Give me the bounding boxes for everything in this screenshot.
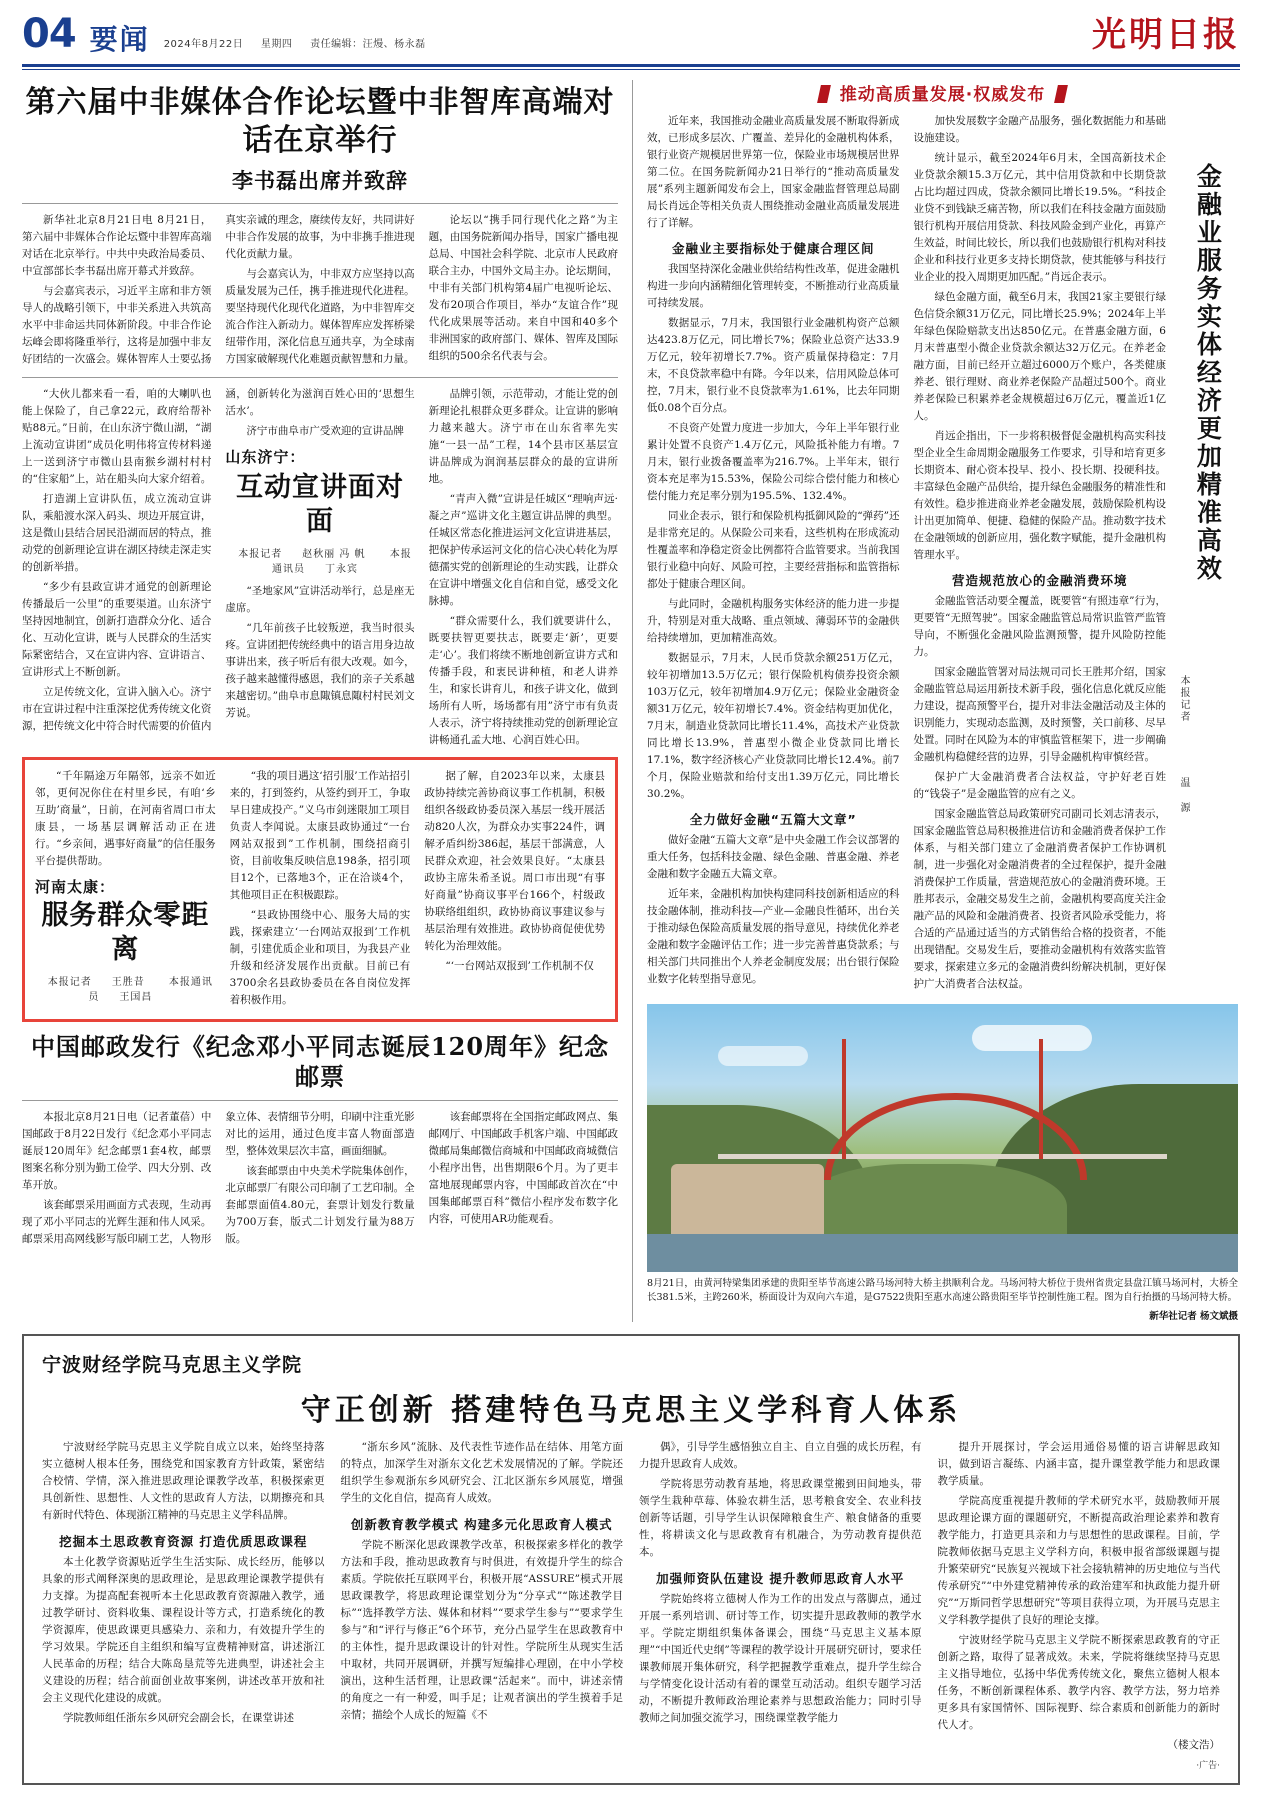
paragraph: 提升开展探讨，学会运用通俗易懂的语言讲解思政知识，做到语言凝练、内涵丰富，提升课堂教学能力和思政课教学质量。 <box>937 1440 1220 1487</box>
paragraph: 学院教师组任浙东乡风研究会副会长，在课堂讲述 <box>63 1711 294 1724</box>
paragraph: 宁波财经学院马克思主义学院自成立以来，始终坚持落实立德树人根本任务，围绕党和国家教育方针政策，紧密结合校情、学情，深入推进思政理论课教学改革，积极探索更具创新性、思想性、人文性的思政育人方法，以期擦亮和具有新时代特色、体现浙江精神的马克思主义学科品牌。 <box>42 1440 325 1521</box>
paragraph: “几年前孩子比较叛逆，我当时很头疼。宣讲团把传统经典中的语言用身边故事讲出来，孩子听后有很大改观。如今，孩子越来越懂得感恩，我们的亲子关系越来越密切。”曲阜市息陬镇息陬村村民刘文芳说。 <box>225 621 415 719</box>
paragraph: 论坛以“携手同行现代化之路”为主题，由国务院新闻办指导，国家广播电视总局、中国社会科学院、北京市人民政府联合主办，中国外文局主办。论坛期间，中非有关部门机构第4届广电视听论坛、发布20项合作项目，举办“友谊合作”现代化成果展等活动。来自中国和40多个非洲国家的政府部门、媒体、智库及国际组织的500余名代表与会。 <box>428 214 618 362</box>
masthead-rule-thin <box>22 69 1240 70</box>
subsection-title: 金融业主要指标处于健康合理区间 <box>671 241 875 256</box>
river-shape <box>647 1234 1238 1272</box>
paragraph: 近年来，金融机构加快构建同科技创新相适应的科技金融体制，推动科技—产业—金融良性循环，出台关于推动绿色保险高质量发展的指导意见，持续优化养老金融和数字金融评估工作；进一步完善普惠贷款系；与相关部门共同推出个人养老金制度发展；出台银行保险业数字化转型指导意见。 <box>647 888 900 985</box>
paragraph: 数据显示，7月末，我国银行业金融机构资产总额达423.8万亿元，同比增长7%；保险业总资产达33.9万亿元，较年初增长7.7%。资产质量保持稳定：7月末，不良贷款率稳中有降。今年以来，信用风险总体可控，7月末，银行业不良贷款率为1.61%，比去年同期低0.08个百分点。 <box>647 317 900 414</box>
byline-names: 赵秋丽 冯 帆 <box>302 548 366 560</box>
paragraph: 与会嘉宾认为，中非双方应坚持以高质量发展为己任，携手推进现代化进程。要坚持现代化现代化道路，为中非智库交流合作注入新动力。媒体智库应发挥桥梁纽带作用，深化信息互通共享，为全球南方国家破解现代化难题贡献智慧和力量。 <box>225 268 415 365</box>
byline <box>225 545 414 575</box>
advertorial-org: 宁波财经学院马克思主义学院 <box>42 1353 303 1376</box>
subsection-title: 全力做好金融“五篇大文章” <box>689 812 857 827</box>
cloud-shape <box>972 1025 1092 1051</box>
vertical-title-wrap <box>1176 113 1238 825</box>
paragraph: 同业企表示，银行和保险机构抵御风险的“弹药”还是非常充足的。从保险公司来看，这些机构在形成流动性覆盖率和净稳定资金比例都符合监管要求。当前我国银行业稳中向好、风险可控，主要经营指标和监管指标都处于健康合理区间。 <box>647 510 900 590</box>
paragraph: 肖远企指出，下一步将积极督促金融机构高实科技型企业全生命周期金融服务工作要求，引导和培育更多长期资本、耐心资本投早、投小、投长期、投硬科技。丰富绿色金融产品供给，提升绿色金融服务的精准性和有效性。稳步推进商业养老金融发展，鼓励保险机构设计出更加简单、便捷、稳健的保险产品。推动数字技术在金融领域的创新应用，强化数字赋能，提升金融机构管理水平。 <box>913 430 1166 561</box>
paragraph: “‘一台网站双报到’工作机制不仅 <box>445 960 594 972</box>
paragraph: 该套邮票采用画面方式表现，生动再现了邓小平同志的光辉生涯和伟人风采。邮票采用高网线影写版印刷工艺，人物形象立体、表情细节分明，印刷中注重光影对比的运用，通过色度丰富人物面部造型，整体效果层次丰富，画面细腻。 <box>22 1111 415 1245</box>
left-column <box>22 80 632 1322</box>
paragraph: “浙东乡风”流脉、及代表性节迹作品在结体、用笔方面的特点，加深学生对浙东文化艺术发展情况的了解。学院还组织学生参观浙东乡风研究会、江北区浙东乡风展览，增强学生的文化自信，提高育人成效。 <box>340 1440 623 1504</box>
paragraph: 不良资产处置力度进一步加大，今年上半年银行业累计处置不良资产1.4万亿元，风险抵补能力有增。7月末，银行业拨备覆盖率为216.7%。上半年末，银行资本充足率为15.53%，保险公司综合偿付能力和核心偿付能力充足率分别为195.5%、132.4%。 <box>647 422 900 502</box>
article-body <box>647 113 1166 994</box>
paragraph: 学院始终将立德树人作为工作的出发点与落脚点，通过开展一系列培训、研讨等工作，切实提升思政教师的教学水平。学院定期组织集体备课会，围绕“马克思主义基本原理”“中国近代史纲”等课程的教学设计开展研究研讨，要求任课教师展开集体研究，科学把握教学重难点，提升学生综合与学情变化设计活动有着的课堂互动活动。组织专题学习活动，不断提升教师政治理论素养与思想政治能力；同时引导教师之间加强交流学习，围绕课堂教学能力 <box>639 1592 922 1724</box>
paragraph: 绿色金融方面，截至6月末，我国21家主要银行绿色信贷余额31万亿元，同比增长25.9%；2024年上半年绿色保险赔款支出达850亿元。在普惠金融方面，6月末普惠型小微企业贷款余额达32万亿元。在养老金融方面，目前已经开立超过6000万个账户，各类健康养老、银行理财、商业养老保险产品超过500个。商业养老保险已积累养老金规模超过6万亿元，覆盖近1亿人。 <box>913 291 1166 422</box>
byline-label-2: 本报通讯员 <box>271 548 412 575</box>
section-title: 要闻 <box>89 23 150 56</box>
divider <box>22 1100 618 1101</box>
article-body <box>22 1109 618 1248</box>
article-kicker: 山东济宁： <box>225 448 306 466</box>
paragraph: 本报北京8月21日电（记者董蓓）中国邮政于8月22日发行《纪念邓小平同志诞辰120周年》纪念邮票1套4枚，邮票图案名称分别为勤工俭学、四大分别、改革开放。 <box>22 1111 212 1191</box>
paragraph: “千年隔途万年隔邻，远亲不如近邻，更何况你住在村里乡民，有咱‘乡互助’商量”，日前，在河南省周口市太康县，一场基层调解活动正在进行。“乡亲间，遇事好商量”的信任服务平台提供帮助。 <box>35 770 216 867</box>
paper-logo: 光明日报 <box>1092 15 1240 55</box>
page-number: 04 <box>22 11 76 57</box>
banner-label: 推动高质量发展·权威发布 <box>839 85 1046 105</box>
paragraph: “大伙儿都来看一看，咱的大喇叭也能上保险了，自己拿22元，政府给帮补贴88元。”日前，在山东济宁微山湖，“湖上流动宣讲团”成员化明伟将宣传材料递上一送到济宁市微山县南猴乡湖村村村的“住家船”上，站在船头向大家介绍着。 <box>22 388 212 485</box>
paragraph: 本土化教学资源贴近学生生活实际、成长经历，能够以具象的形式阐释深奥的思政理论，是思政理论课教学提供有力支撑。为提高配套视听本土化思政教育资源融入教学，通过教学研讨、资料收集、课程设计等方式，打造系统化的教学资源库，使思政课更具感染力、亲和力，有效提升学生的学习效果。学院还自主组织和编写宣费精神财富，讲述浙江人民革命的历程；结合大陈岛垦荒等先进典型，讲述社会主义建设的历程；结合前面创业故事案例，讲述改革开放和社会主义现代化建设的成就。 <box>42 1555 325 1704</box>
article-headline: 互动宣讲面对面 <box>235 472 404 537</box>
paragraph: “多少有县政宣讲才通党的创新理论传播最后一公里”的重要渠道。山东济宁坚持因地制宜，创新打造群众分化、适合化、互动化宣讲，既与人民群众的生活实际紧密结合，又在宣讲内容、宣讲语言、宣讲形式上不断创新。 <box>22 581 212 678</box>
article-body <box>22 212 618 369</box>
photo-block <box>647 1004 1238 1322</box>
bridge-photo <box>647 1004 1238 1272</box>
bridge-deck <box>718 1154 1167 1159</box>
divider <box>22 377 618 378</box>
advertorial-credit: （楼文浩） <box>1167 1738 1220 1751</box>
paragraph: 学院不断深化思政课教学改革，积极探索多样化的教学方法和手段，推动思政教育与时俱进，有效提升学生的综合素质。学院依托互联网平台，积极开展“ASSURE”模式开展思政课教学，将思政理论课堂划分为“分享式”“陈述教学目标”“选择教学方法、媒体和材料”“要求学生参与”“要求学生参与”和“评行与修正”6个环节，充分凸显学生在思政教育中的主体性，提升思政课设计的针对性。学院所生从现实生活中取材，共同开展调研，并撰写短编排心理剧，在中小学校演出，这种生活哲理，让思政课“活起来”。而中，讲述亲情的角度之一有一种爱，叫手足；让观者演出的学生摸着手足亲情；描绘个人成长的短篇《不 <box>340 1538 623 1721</box>
paragraph: 立足传统文化，宣讲入脑入心。济宁市在宣讲过程中注重深挖优秀传统文化资源，把传统文化中符合时代需要的价值内涵，创新转化为滋润百姓心田的‘思想生活水’。 <box>22 388 415 732</box>
paragraph: 国家金融监管署对局法规司司长王胜邦介绍，国家金融监管总局运用新技术新手段，强化信息化就反应能力建设，提高预警平台，提升对非法金融活动及主体的识别能力，实现动态监测，及时预警，关口前移、尽早处置。同时在风险为本的审慎监管框架下，进一步阐确金融机构稳健经营的边界，引导金融机构审慎经营。 <box>913 666 1166 763</box>
divider <box>22 203 618 204</box>
article-kicker: 河南太康： <box>35 878 116 896</box>
paragraph: 加快发展数字金融产品服务，强化数据能力和基础设施建设。 <box>913 115 1166 144</box>
ad-mark: ·广告· <box>1196 1760 1220 1771</box>
cloud-shape-2 <box>718 1046 808 1066</box>
article-split <box>22 386 618 749</box>
article-finance-feature <box>647 113 1238 994</box>
photo-credit: 新华社记者 杨文斌摄 <box>1149 1310 1238 1322</box>
paragraph: 偶》，引导学生感悟独立自主、自立自强的成长历程，有力提升思政育人成效。 <box>639 1440 922 1470</box>
paragraph: 济宁市曲阜市广受欢迎的宣讲品牌 <box>246 425 404 437</box>
advertorial-block <box>22 1334 1240 1785</box>
masthead-rule <box>22 64 1240 67</box>
paragraph: 保护广大金融消费者合法权益，守护好老百姓的“钱袋子”是金融监管的应有之义。 <box>913 771 1166 800</box>
byline-names: 王胜昔 <box>111 976 145 988</box>
paragraph: 与会嘉宾表示，习近平主席和非方领导人的战略引领下，中非关系进入共筑高水平中非命运共同体新阶段。中非合作论坛峰会即将隆重举行，这将是加强中非友好团结的一次盛会。媒体智库人士要弘扬真实亲诚的理念，赓续传友好，共同讲好中非合作发展的故事，为中非携手推进现代化贡献力量。 <box>22 214 415 365</box>
advertorial-subtitle: 加强师资队伍建设 提升教师思政育人水平 <box>656 1570 905 1586</box>
byline <box>1176 639 1191 759</box>
subsection-title: 营造规范放心的金融消费环境 <box>951 573 1128 588</box>
masthead-meta <box>164 35 440 54</box>
photo-caption: 8月21日，由黄河特梁集团承建的贵阳至毕节高速公路马场河特大桥主拱顺利合龙。马场河特大桥位于贵州省贵定县盘江镇马场河村，大桥全长381.5米，主跨260米，桥面设计为双向六车道，是G7522贵阳至惠水高速公路贵阳至毕节控制性施工程。图为自行抬摄的马场河特大桥。 <box>647 1277 1238 1304</box>
paragraph: “我的项目遇这‘招引服’工作站招引来的，打到签约，从签约到开工，争取早日建成投产。”义乌市剑迷限加工项目负责人李闻说。太康县政协通过“一台网站双报到”工作机制，围绕招商引资，目前收集反映信息198条，招引项目12个，已落地3个，正在洽谈4个，其他项目正在积极跟踪。 <box>229 770 411 901</box>
paragraph: 我国坚持深化金融业供给结构性改革，促进金融机构进一步向内涵精细化管理转变，不断推动行业高质量可持续发展。 <box>647 263 900 309</box>
advertorial-body <box>42 1439 1220 1754</box>
article-shandong-jining <box>22 386 618 749</box>
bridge-arch <box>824 1093 1086 1180</box>
publish-date: 2024年8月22日 <box>163 39 244 50</box>
editors: 责任编辑：汪熳、杨永磊 <box>310 39 426 50</box>
paragraph: 国家金融监管总局政策研究司副司长刘志清表示，国家金融监管总局积极推进信访和金融消费者保护工作体系，与相关部门建立了金融消费者保护工作协调机制，进一步强化对金融消费者的全过程保护，提升金融消费保护工作质量，营造规范放心的金融消费环境。王胜邦表示，金融交易发生之前，金融机构要高度关注金融产品的风险和金融消费者、投资者风险承受能力，将合适的产品通过适当的方式销售给合格的投资者，不能出现错配。交易发生后，要推动金融机构有效落实监管要求，探索建立多元的金融消费纠纷解决机制，更好保护广大消费者合法权益。 <box>913 808 1166 990</box>
article-china-africa-forum <box>22 84 618 369</box>
byline-label: 本报记者 <box>238 548 283 560</box>
paragraph: “群众需要什么，我们就要讲什么，既要扶智更要扶志，既要走‘新’，更要走‘心’。我们将续不断地创新宣讲方式和传播手段，和衷民讲种植，和老人讲养生，和家长讲育儿，和孩子讲文化，做到场所有人听，场场都有用”济宁市有负责人表示，济宁将持续推动党的创新理论宣讲畅通孔孟大地、心润百姓心田。 <box>428 615 618 746</box>
byline-label: 本报记者 <box>1178 675 1189 723</box>
paragraph: 该套邮票由中央美术学院集体创作，北京邮票厂有限公司印制了工艺印制。全套邮票面值4.80元，套票计划发行数量为700万套，版式二计划发行量为88万版。 <box>225 1165 415 1245</box>
byline-name: 温 源 <box>1178 776 1189 814</box>
paragraph: 统计显示，截至2024年6月末，全国高新技术企业贷款余额15.3万亿元，其中信用贷款和中长期贷款占比均超过四成，贷款余额同比增长19.5%。“科技企业贷不到钱缺乏痛苦物，所以我们在科技金融方面鼓励银行机构开展信用贷款、科技风险金到产业化，再算产生效益，时间比较长，所以我们也鼓励银行机构对科技企业和科技行业更多支持长期贷款，使其能够与科技行业企业的投入周期更加匹配。”肖远企表示。 <box>913 152 1166 283</box>
paragraph: 宁波财经学院马克思主义学院不断探索思政教育的守正创新之路，取得了显著成效。未来，学院将继续坚持马克思主义指导地位，弘扬中华优秀传统文化，聚焦立德树人根本任务，不断创新课程体系、教学内容、教学方法，努力培养更多具有家国情怀、国际视野、综合素质和创新能力的新时代人才。 <box>937 1633 1220 1731</box>
paragraph: 金融监管活动要全覆盖，既要管“有照违章”行为，更要管“无照驾驶”。国家金融监管总局常识监管严监管导向，不断强化金融风险监测预警，提升风险防控能力。 <box>913 595 1166 658</box>
byline-names-2: 丁永宾 <box>324 563 358 575</box>
advertorial-subtitle: 挖掘本土思政教育资源 打造优质思政课程 <box>59 1533 308 1549</box>
paragraph: “圣地家风”宣讲活动举行，总是座无虚席。 <box>225 584 415 614</box>
paragraph: 近年来，我国推动金融业高质量发展不断取得新成效，已形成多层次、广覆盖、差异化的金融机构体系，银行业资产规模居世界第一位，保险业市场规模居世界第二位。在国务院新闻办21日举行的“推动高质量发展”系列主题新闻发布会上，国家金融监督管理总局副局长肖远企等相关负责人围绕推动金融业高质量发展进行了详解。 <box>647 115 900 229</box>
article-body <box>35 768 605 1009</box>
article-headline: 服务群众零距离 <box>41 900 210 965</box>
banner-bar-left-icon <box>817 85 831 103</box>
paragraph: 该套邮票将在全国指定邮政网点、集邮网厅、中国邮政手机客户端、中国邮政微邮局集邮微信商城和中国邮政商城微信小程序出售，出售期限6个月。为了更丰富地展现邮票内容，中国邮政首次在“中国集邮邮票百科”微信小程序发布数字化内容，可使用AR功能观看。 <box>428 1111 618 1225</box>
byline-label-2: 本报通讯员 <box>88 976 213 1003</box>
advertorial-subtitle: 创新教育教学模式 构建多元化思政育人模式 <box>350 1516 613 1532</box>
paragraph: 打造湖上宣讲队伍，成立流动宣讲队，乘船渡水深入码头、坝边开展宣讲，这是微山县结合居民沿湖而居的特点，推动党的创新理论宣讲在湖区持续走深走实的创新举措。 <box>22 493 212 573</box>
byline-label: 本报记者 <box>47 976 92 988</box>
page-body <box>22 80 1240 1322</box>
paragraph: 与此同时，金融机构服务实体经济的能力进一步提升，特别是对重大战略、重点领域、薄弱环节的金融供给持续增加，更加精准高效。 <box>647 598 900 644</box>
paragraph: 数据显示，7月末，人民币贷款余额251万亿元，较年初增加13.5万亿元；银行保险机构债券投资余额103万亿元，较年初增加4.9万亿元；保险业金融资金额31万亿元，较年初增长7.4%。资金结构更加优化，7月末，制造业贷款同比增长11.4%，高技术产业贷款同比增长13.9%，普惠型小微企业贷款同比增长17.1%，数字经济核心产业贷款同比增长12.4%。前7个月，保险业赔款和给付支出1.39万亿元，同比增长30.2%。 <box>647 652 900 800</box>
paragraph: 学院高度重视提升教师的学术研究水平，鼓励教师开展思政理论课方面的课题研究，不断提高政治理论素养和教育教学能力，打造更具亲和力与思想性的思政课程。目前，学院教师依据马克思主义学科方向，积极申报省部级课题与提升繁荣研究“民族复兴视域下社会接轨精神的历史地位与当代传承研究”“中外建党精神传承的政治建军和执政能力提升研究”“万斯同哲学思想研究”等项目获得立项，为开展马克思主义学科教学提供了良好的理论支撑。 <box>937 1494 1220 1626</box>
paragraph: “县政协围绕中心、服务大局的实践，探索建立‘一台网站双报到’工作机制，引建优质企业和项目，为我县产业升级和经济发展作出贡献。目前已有3700余名县政协委员在各自岗位发挥着积极作用。 <box>229 909 411 1006</box>
bridge-tower-left <box>842 1039 846 1159</box>
article-henan-taikang <box>22 757 618 1022</box>
advertorial-title: 守正创新 搭建特色马克思主义学科育人体系 <box>300 1392 962 1428</box>
paragraph: 据了解，自2023年以来，太康县政协持续完善协商议事工作机制，积极组织各级政协委员深入基层一线开展活动820人次，为群众办实事224件，调解矛盾纠纷386起，基层干部满意，人民群众欢迎，社会效果良好。“太康县政协主席朱希圣说。周口市出现“有事好商量”协商议事平台166个，村级政协联络组组织，政协协商议事建议参与基层治理有效推进。政协协商促使优势转化为治理效能。 <box>424 770 605 952</box>
article-deng-stamp <box>22 1032 618 1248</box>
right-column <box>632 80 1238 1322</box>
masthead-left <box>22 11 440 57</box>
weekday: 星期四 <box>260 39 293 50</box>
paragraph: 做好金融“五篇大文章”是中央金融工作会议部署的重大任务，包括科技金融、绿色金融、普惠金融、养老金融和数字金融五大篇文章。 <box>647 834 900 880</box>
section-banner <box>647 80 1238 105</box>
page-title: 第六届中非媒体合作论坛暨中非智库高端对话在京举行 <box>25 85 615 158</box>
paragraph: “青声入微”宣讲是任城区“理响声远·凝之声”巡讲文化主题宣讲品牌的典型。任城区常态化推进运河文化宣讲进基层，把保护传承运河文化的信心决心转化为厚德孺实党的创新理论的生动实践，让群众在宣讲中增强文化自信和自觉，感受文化脉搏。 <box>428 493 618 607</box>
paragraph: 新华社北京8月21日电 8月21日，第六届中非媒体合作论坛暨中非智库高端对话在北京举行。中共中央政治局委员、中宣部部长李书磊出席开幕式并致辞。 <box>22 214 212 277</box>
article-headline: 中国邮政发行《纪念邓小平同志诞辰120周年》纪念邮票 <box>30 1032 610 1091</box>
article-headline: 金融业服务实体经济更加精准高效 <box>1193 163 1223 583</box>
article-subhead: 李书磊出席并致辞 <box>232 168 408 193</box>
bridge-tower-right <box>1039 1039 1043 1159</box>
banner-bar-right-icon <box>1054 85 1068 103</box>
masthead <box>22 0 1240 60</box>
byline-names-2: 王国昌 <box>119 991 153 1003</box>
byline <box>35 973 216 1003</box>
paragraph: 学院将思劳动教育基地，将思政课堂搬到田间地头，带领学生栽种草莓、体验农耕生活，思考粮食安全、农业科技创新等话题，引导学生认识保障粮食生产、粮食储备的重要性，将耕读文化与思政教育有机融合，为劳动教育提供范本。 <box>639 1477 922 1558</box>
paragraph: 品牌引领，示范带动，才能让党的创新理论扎根群众更多群众。让宣讲的影响力越来越大。济宁市在山东省率先实施“一县一品”工程，14个县市区基层宣讲品牌成为润润基层群众的最的宣讲所地。 <box>428 388 618 485</box>
